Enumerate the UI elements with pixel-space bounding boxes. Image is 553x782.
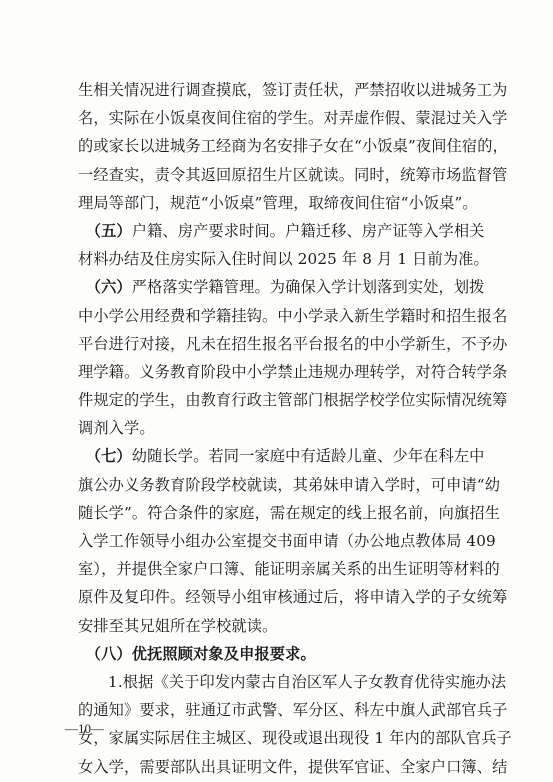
line-text: 严格落实学籍管理。为确保入学计划落到实处，划拨 bbox=[131, 278, 485, 297]
section-heading-line bbox=[78, 640, 504, 668]
line-text: 生相关情况进行调查摸底，签订责任状，严禁招收以进城务工为 bbox=[78, 81, 508, 99]
section-heading: （八）优抚照顾对象及申报要求。 bbox=[78, 644, 316, 663]
section-number: （五） bbox=[78, 221, 132, 240]
text-line bbox=[78, 386, 508, 414]
text-line bbox=[78, 330, 508, 358]
text-line bbox=[78, 555, 504, 583]
page-number: —10— bbox=[65, 721, 104, 736]
text-line bbox=[78, 499, 504, 527]
line-text: 户籍、房产要求时间。户籍迁移、房产证等入学相关 bbox=[131, 221, 485, 240]
line-text: 理学籍。义务教育阶段中小学禁止违规办理转学，对符合转学条 bbox=[78, 362, 508, 381]
line-text: 入学工作领导小组办公室提交书面申请（办公地点教体局 409 bbox=[78, 532, 496, 550]
line-text: 1.根据《关于印发内蒙古自治区军人子女教育优待实施办法 bbox=[108, 672, 507, 691]
line-text: 名，实际在小饭桌夜间住宿的学生。对弄虚作假、蒙混过关入学 bbox=[78, 109, 508, 128]
text-line bbox=[78, 358, 508, 386]
text-line bbox=[78, 104, 508, 132]
line-text: 理局等部门，规范“小饭桌”管理，取缔夜间住宿“小饭桌”。 bbox=[78, 193, 478, 212]
text-line bbox=[78, 245, 504, 273]
line-text: 的或家长以进城务工经商为名安排子女在“小饭桌”夜间住宿的， bbox=[78, 137, 508, 156]
line-text: 安排至其兄姐所在学校就读。 bbox=[78, 616, 278, 635]
line-text: 女，家属实际居住主城区、现役或退出现役 1 年内的部队官兵子 bbox=[78, 729, 512, 748]
text-line bbox=[78, 471, 504, 499]
line-text: 中小学公用经费和学籍挂钩。中小学录入新生学籍时和招生报名 bbox=[78, 306, 508, 325]
text-line bbox=[78, 753, 508, 781]
text-line bbox=[78, 302, 508, 330]
text-line bbox=[78, 132, 508, 160]
section-number: （七） bbox=[78, 447, 132, 466]
line-text: 幼随长学。若同一家庭中有适龄儿童、少年在科左中 bbox=[131, 447, 485, 466]
section-heading-line bbox=[78, 273, 504, 301]
text-line bbox=[78, 161, 508, 189]
text-line bbox=[78, 414, 504, 442]
section-number: （六） bbox=[78, 278, 132, 297]
text-line bbox=[78, 583, 508, 611]
line-text: 室），并提供全家户口簿、能证明亲属关系的出生证明等材料的 bbox=[78, 560, 500, 579]
line-text: 一经查实，责令其返回原招生片区就读。同时，统筹市场监督管 bbox=[78, 165, 508, 184]
text-line bbox=[78, 527, 504, 555]
section-heading-line bbox=[78, 442, 504, 470]
document-body bbox=[78, 76, 512, 781]
text-line bbox=[78, 668, 507, 696]
line-text: 材料办结及住房实际入住时间以 2025 年 8 月 1 日前为准。 bbox=[78, 250, 489, 269]
line-text: 随长学”。符合条件的家庭，需在规定的线上报名前，向旗招生 bbox=[78, 503, 501, 522]
line-text: 女入学，需要部队出具证明文件，提供军官证、全家户口簿、结 bbox=[78, 757, 508, 776]
line-text: 平台进行对接，凡未在招生报名平台报名的中小学新生，不予办 bbox=[78, 334, 508, 353]
text-line bbox=[78, 724, 512, 752]
line-text: 调剂入学。 bbox=[78, 419, 155, 438]
line-text: 原件及复印件。经领导小组审核通过后，将申请入学的子女统筹 bbox=[78, 588, 508, 607]
line-text: 旗公办义务教育阶段学校就读，其弟妹申请入学时，可申请“幼 bbox=[78, 475, 501, 494]
text-line bbox=[78, 76, 508, 104]
line-text: 的通知》要求，驻通辽市武警、军分区、科左中旗人武部官兵子 bbox=[78, 701, 508, 720]
text-line bbox=[78, 696, 508, 724]
line-text: 件规定的学生，由教育行政主管部门根据学校学位实际情况统筹 bbox=[78, 391, 508, 410]
text-line bbox=[78, 189, 504, 217]
text-line bbox=[78, 612, 504, 640]
section-heading-line bbox=[78, 217, 504, 245]
